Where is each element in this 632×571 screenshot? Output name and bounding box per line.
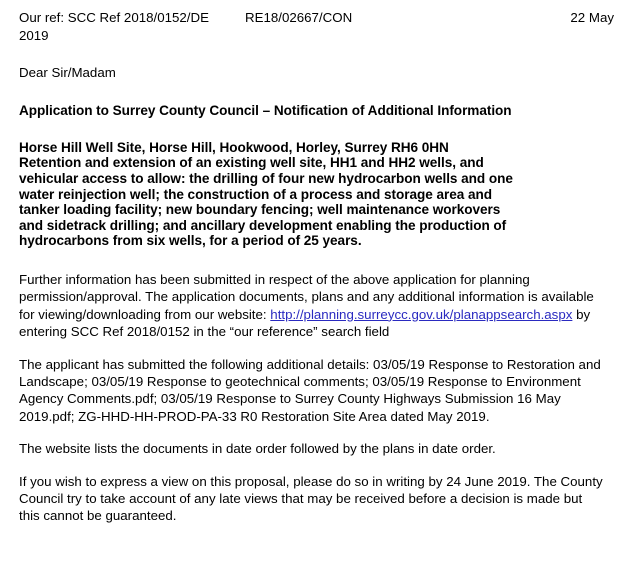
submitted-details-paragraph: The applicant has submitted the following additional details: 03/05/19 Response to Restoration and Landscape; 03/05/19 Response to geotechnical comments; 03/05/19 Response to Environment Agency Comments.pdf; 03/05/19 Response to Surrey County Highways Submission 16 May 2019.pdf; ZG-HHD-HH-PROD-PA-33 R0 Restoration Site Area dated May 2019. xyxy=(19,356,601,424)
site-description xyxy=(19,140,611,249)
letter-date-line1: 22 May xyxy=(570,10,614,25)
site-description-line-7: hydrocarbons from six wells, for a period of 25 years. xyxy=(19,233,362,249)
date-order-paragraph: The website lists the documents in date order followed by the plans in date order. xyxy=(19,441,496,457)
further-info-text-after-link: by entering SCC Ref 2018/0152 in the “our reference” search field xyxy=(19,306,591,340)
site-description-line-6: and sidetrack drilling; and ancillary development enabling the production of xyxy=(19,217,507,233)
site-description-line-4: water reinjection well; the construction of a process and storage area and xyxy=(19,186,492,202)
views-deadline-paragraph: If you wish to express a view on this proposal, please do so in writing by 24 June 2019. The County Council try to take account of any late views that may be received before a decision is made but this cannot be guaranteed. xyxy=(19,473,603,524)
site-description-line-3: vehicular access to allow: the drilling of four new hydrocarbon wells and one xyxy=(19,171,513,186)
page-title: Application to Surrey County Council – Notification of Additional Information xyxy=(19,103,512,119)
reference-header xyxy=(19,9,614,44)
planning-search-link[interactable]: http://planning.surreycc.gov.uk/planappsearch.aspx xyxy=(270,306,573,322)
further-information-paragraph xyxy=(19,271,605,341)
our-ref-text: Our ref: SCC Ref 2018/0152/DE xyxy=(19,10,209,25)
case-code-text: RE18/02667/CON xyxy=(245,10,353,25)
letter-date-line2: 2019 xyxy=(19,27,49,43)
letter-date-line2-wrap xyxy=(19,27,614,45)
salutation: Dear Sir/Madam xyxy=(19,65,116,80)
reference-header-line1 xyxy=(19,9,614,27)
site-description-line-2: Retention and extension of an existing well site, HH1 and HH2 wells, and xyxy=(19,155,484,171)
site-description-line-5: tanker loading facility; new boundary fencing; well maintenance workovers xyxy=(19,202,501,218)
further-info-text-before-link: Further information has been submitted in respect of the above application for planning permission/approval. The application documents, plans and any additional information is available for viewing/downloading from our website: xyxy=(19,271,594,322)
site-description-line-1: Horse Hill Well Site, Horse Hill, Hookwood, Horley, Surrey RH6 0HN xyxy=(19,139,449,155)
